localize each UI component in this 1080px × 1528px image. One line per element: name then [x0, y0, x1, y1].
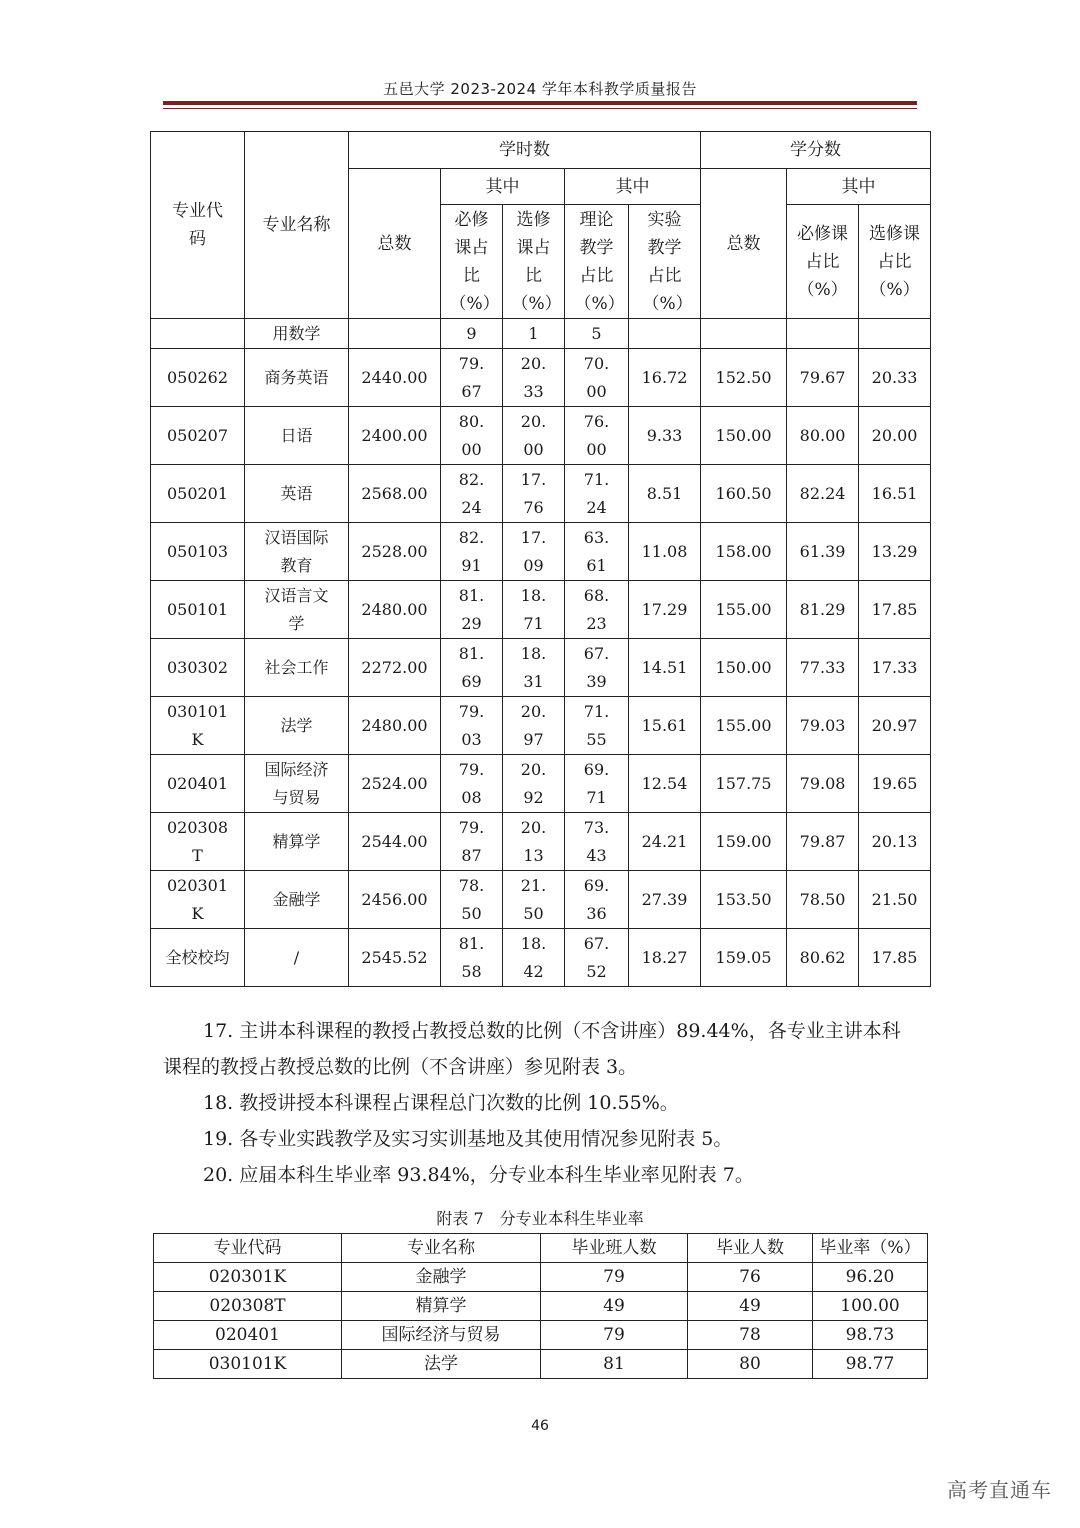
cell: 用数学 — [245, 319, 349, 349]
table-cell — [859, 465, 931, 523]
cell-value: 17.09 — [520, 527, 547, 575]
grad-table-cell: 020308T — [154, 1292, 342, 1321]
cell-value: 金融学 — [272, 889, 321, 909]
table-cell — [503, 929, 565, 987]
cell-value: 73.43 — [583, 817, 610, 865]
table-cell — [859, 871, 931, 929]
report-header-title: 五邑大学 2023-2024 学年本科教学质量报告 — [383, 80, 697, 98]
table-cell — [441, 349, 503, 407]
cell-value: 79.87 — [799, 831, 846, 851]
graduation-table-caption: 附表 7 分专业本科生毕业率 — [436, 1209, 644, 1228]
table-cell — [349, 697, 441, 755]
table-cell — [787, 523, 859, 581]
header-credits-total: 总数 — [701, 169, 787, 319]
cell-value: 050207 — [166, 425, 229, 445]
cell-value: 77.33 — [799, 657, 846, 677]
header-major-name: 专业名称 — [245, 132, 349, 319]
header-required-ratio: 必修课占比（%） — [441, 205, 503, 319]
grad-table-cell: 49 — [688, 1292, 813, 1321]
table-cell — [565, 523, 629, 581]
graduation-table-row — [154, 1263, 928, 1292]
cell-value: 157.75 — [715, 773, 772, 793]
grad-table-cell: 76 — [688, 1263, 813, 1292]
table-cell — [245, 639, 349, 697]
table-cell — [441, 813, 503, 871]
header-hours-of-which-b: 其中 — [565, 169, 701, 205]
table-cell — [441, 581, 503, 639]
grad-table-cell: 98.77 — [813, 1350, 928, 1379]
table-cell — [859, 813, 931, 871]
cell-value: 155.00 — [715, 715, 772, 735]
table-cell — [245, 929, 349, 987]
table-cell — [701, 465, 787, 523]
cell-value: 18.27 — [641, 947, 688, 967]
cell-value: 20.00 — [871, 425, 918, 445]
table-cell — [787, 871, 859, 929]
cell-value: 020301K — [166, 875, 229, 923]
grad-table-cell: 法学 — [342, 1350, 541, 1379]
table-cell — [151, 349, 245, 407]
cell-value: 030101K — [166, 701, 229, 749]
cell-value: 法学 — [280, 715, 313, 735]
table-cell — [441, 697, 503, 755]
cell-value: 78.50 — [799, 889, 846, 909]
cell-value: 21.50 — [871, 889, 918, 909]
table-cell — [701, 407, 787, 465]
cell-value: 69.36 — [583, 875, 610, 923]
table-cell — [349, 523, 441, 581]
table-cell — [441, 929, 503, 987]
table-cell — [629, 697, 701, 755]
cell-value: 14.51 — [641, 657, 688, 677]
cell-value: 030302 — [166, 657, 229, 677]
cell-value: 69.71 — [583, 759, 610, 807]
table-cell — [787, 755, 859, 813]
table-cell — [151, 639, 245, 697]
table-cell — [503, 465, 565, 523]
header-rule-thin — [163, 108, 917, 109]
cell-value: 20.33 — [520, 353, 547, 401]
table-cell — [503, 813, 565, 871]
cell-value: 78.50 — [458, 875, 485, 923]
cell-value: 81.69 — [458, 643, 485, 691]
grad-table-cell: 80 — [688, 1350, 813, 1379]
cell-value: 2568.00 — [361, 483, 428, 503]
graduation-table-row — [154, 1292, 928, 1321]
table-cell — [245, 349, 349, 407]
graduation-table-row — [154, 1350, 928, 1379]
cell-value: 71.24 — [583, 469, 610, 517]
cell — [787, 319, 859, 349]
cell-value: 11.08 — [641, 541, 688, 561]
grad-table-cell: 96.20 — [813, 1263, 928, 1292]
cell-value: 20.33 — [871, 367, 918, 387]
table-row — [151, 697, 931, 755]
table-cell — [245, 755, 349, 813]
cell-value: 79.87 — [458, 817, 485, 865]
header-major-code: 专业代码 — [151, 132, 245, 319]
cell-value: 80.62 — [799, 947, 846, 967]
cell-value: 13.29 — [871, 541, 918, 561]
table-cell — [859, 349, 931, 407]
table-cell — [151, 813, 245, 871]
table-cell — [701, 523, 787, 581]
header-hours-total: 总数 — [349, 169, 441, 319]
cell-value: 18.71 — [520, 585, 547, 633]
graduation-table-header-row — [154, 1234, 928, 1263]
cell-value: 020308T — [166, 817, 229, 865]
cell-value: 71.55 — [583, 701, 610, 749]
table-cell — [349, 813, 441, 871]
cell-value: 17.29 — [641, 599, 688, 619]
table-cell — [349, 871, 441, 929]
cell-value: 150.00 — [715, 425, 772, 445]
header-credits-required-ratio: 必修课占比（%） — [787, 205, 859, 319]
cell-value: 79.03 — [799, 715, 846, 735]
cell-value: 17.85 — [871, 947, 918, 967]
table-cell — [859, 929, 931, 987]
table-cell — [701, 871, 787, 929]
cell-value: 商务英语 — [264, 367, 329, 387]
table-cell — [629, 755, 701, 813]
table-cell — [859, 639, 931, 697]
table-row-partial — [151, 319, 931, 349]
table-cell — [859, 755, 931, 813]
table-cell — [787, 639, 859, 697]
cell-value: 79.67 — [458, 353, 485, 401]
table-row — [151, 929, 931, 987]
table-row — [151, 349, 931, 407]
grad-table-cell: 98.73 — [813, 1321, 928, 1350]
cell-value: 2400.00 — [361, 425, 428, 445]
cell-value: 68.23 — [583, 585, 610, 633]
table-cell — [701, 639, 787, 697]
cell-value: 76.00 — [583, 411, 610, 459]
cell-value: 80.00 — [799, 425, 846, 445]
cell-value: 050262 — [166, 367, 229, 387]
header-hours-of-which-a: 其中 — [441, 169, 565, 205]
table-cell — [565, 581, 629, 639]
cell-value: 18.42 — [520, 933, 547, 981]
cell-value: 61.39 — [799, 541, 846, 561]
cell-value: 国际经济与贸易 — [264, 759, 329, 807]
table-row — [151, 465, 931, 523]
cell-value: 2456.00 — [361, 889, 428, 909]
table-cell — [441, 755, 503, 813]
table-cell — [503, 581, 565, 639]
cell-value: 159.05 — [715, 947, 772, 967]
cell-value: 67.39 — [583, 643, 610, 691]
table-cell — [349, 639, 441, 697]
table-cell — [151, 581, 245, 639]
table-cell — [441, 407, 503, 465]
table-cell — [503, 871, 565, 929]
paragraph-17: 17. 主讲本科课程的教授占教授总数的比例（不含讲座）89.44%，各专业主讲本科课程的教授占教授总数的比例（不含讲座）参见附表 3。 — [163, 1020, 901, 1078]
grad-header-graduates: 毕业人数 — [688, 1234, 813, 1263]
cell-value: 18.31 — [520, 643, 547, 691]
cell-value: 155.00 — [715, 599, 772, 619]
cell-value: / — [293, 947, 300, 967]
table-cell — [245, 581, 349, 639]
table-cell — [349, 929, 441, 987]
graduation-rate-table — [153, 1233, 928, 1379]
header-rule-thick — [163, 101, 917, 105]
page-number: 46 — [531, 1418, 549, 1434]
table-cell — [565, 871, 629, 929]
table-cell — [441, 639, 503, 697]
table-row — [151, 523, 931, 581]
cell-value: 17.85 — [871, 599, 918, 619]
paragraph-18: 18. 教授讲授本科课程占课程总门次数的比例 10.55%。 — [203, 1092, 679, 1114]
cell — [349, 319, 441, 349]
grad-table-cell: 79 — [541, 1321, 688, 1350]
table-cell — [565, 755, 629, 813]
grad-table-cell: 030101K — [154, 1350, 342, 1379]
cell-value: 159.00 — [715, 831, 772, 851]
table-cell — [151, 871, 245, 929]
header-class-hours: 学时数 — [349, 132, 701, 169]
table-cell — [629, 407, 701, 465]
table-cell — [565, 929, 629, 987]
table-cell — [151, 697, 245, 755]
table-cell — [787, 697, 859, 755]
table-cell — [151, 465, 245, 523]
table-cell — [629, 465, 701, 523]
cell-value: 汉语国际教育 — [264, 527, 329, 575]
cell-value: 2545.52 — [361, 947, 428, 967]
table-cell — [245, 465, 349, 523]
cell-value: 英语 — [280, 483, 313, 503]
cell: 1 — [503, 319, 565, 349]
table-cell — [787, 465, 859, 523]
cell-value: 81.29 — [799, 599, 846, 619]
table-cell — [151, 407, 245, 465]
header-credits-of-which: 其中 — [787, 169, 931, 205]
cell-value: 24.21 — [641, 831, 688, 851]
cell — [701, 319, 787, 349]
table-cell — [245, 871, 349, 929]
cell-value: 15.61 — [641, 715, 688, 735]
table-cell — [629, 871, 701, 929]
table-cell — [701, 697, 787, 755]
table-cell — [787, 813, 859, 871]
cell-value: 79.08 — [458, 759, 485, 807]
table-cell — [503, 349, 565, 407]
table-row — [151, 639, 931, 697]
cell-value: 20.97 — [871, 715, 918, 735]
cell-value: 81.58 — [458, 933, 485, 981]
grad-table-cell: 49 — [541, 1292, 688, 1321]
header-elective-ratio: 选修课占比（%） — [503, 205, 565, 319]
table-cell — [349, 755, 441, 813]
cell-value: 150.00 — [715, 657, 772, 677]
table-cell — [787, 929, 859, 987]
cell-value: 21.50 — [520, 875, 547, 923]
table-cell — [859, 523, 931, 581]
table-cell — [349, 581, 441, 639]
cell-value: 9.33 — [646, 425, 683, 445]
table-cell — [787, 407, 859, 465]
cell-value: 20.00 — [520, 411, 547, 459]
graduation-table-row — [154, 1321, 928, 1350]
cell-value: 152.50 — [715, 367, 772, 387]
table-cell — [787, 581, 859, 639]
cell-value: 全校校均 — [165, 947, 230, 967]
cell-value: 2524.00 — [361, 773, 428, 793]
cell-value: 020401 — [166, 773, 229, 793]
cell-value: 81.29 — [458, 585, 485, 633]
grad-table-cell: 79 — [541, 1263, 688, 1292]
table-cell — [629, 523, 701, 581]
grad-table-cell: 81 — [541, 1350, 688, 1379]
table-cell — [629, 349, 701, 407]
curriculum-hours-table — [150, 131, 931, 987]
table-cell — [629, 581, 701, 639]
cell-value: 16.51 — [871, 483, 918, 503]
table-cell — [503, 697, 565, 755]
cell: 9 — [441, 319, 503, 349]
table-cell — [503, 755, 565, 813]
table-row — [151, 407, 931, 465]
table-row — [151, 813, 931, 871]
table-cell — [565, 813, 629, 871]
cell-value: 82.91 — [458, 527, 485, 575]
cell — [859, 319, 931, 349]
cell-value: 2272.00 — [361, 657, 428, 677]
table-cell — [629, 813, 701, 871]
table-cell — [151, 929, 245, 987]
grad-table-cell: 金融学 — [342, 1263, 541, 1292]
cell-value: 社会工作 — [264, 657, 329, 677]
cell: 5 — [565, 319, 629, 349]
cell-value: 17.33 — [871, 657, 918, 677]
cell-value: 050201 — [166, 483, 229, 503]
table-cell — [565, 407, 629, 465]
table-cell — [629, 639, 701, 697]
cell-value: 2528.00 — [361, 541, 428, 561]
table-cell — [787, 349, 859, 407]
grad-header-class-size: 毕业班人数 — [541, 1234, 688, 1263]
cell-value: 17.76 — [520, 469, 547, 517]
table-cell — [629, 929, 701, 987]
table-row — [151, 581, 931, 639]
table-cell — [151, 523, 245, 581]
table-cell — [349, 465, 441, 523]
cell-value: 79.03 — [458, 701, 485, 749]
cell-value: 2480.00 — [361, 715, 428, 735]
cell-value: 2544.00 — [361, 831, 428, 851]
cell-value: 汉语言文学 — [264, 585, 329, 633]
cell-value: 2480.00 — [361, 599, 428, 619]
cell-value: 153.50 — [715, 889, 772, 909]
grad-header-rate: 毕业率（%） — [813, 1234, 928, 1263]
paragraph-20: 20. 应届本科生毕业率 93.84%，分专业本科生毕业率见附表 7。 — [203, 1164, 754, 1186]
cell-value: 158.00 — [715, 541, 772, 561]
table-cell — [245, 813, 349, 871]
header-credits: 学分数 — [701, 132, 931, 169]
table-cell — [701, 581, 787, 639]
table-cell — [503, 407, 565, 465]
cell-value: 67.52 — [583, 933, 610, 981]
cell-value: 20.13 — [520, 817, 547, 865]
header-credits-elective-ratio: 选修课占比（%） — [859, 205, 931, 319]
table-cell — [441, 871, 503, 929]
grad-header-name: 专业名称 — [342, 1234, 541, 1263]
table-cell — [503, 639, 565, 697]
grad-table-cell: 78 — [688, 1321, 813, 1350]
cell-value: 63.61 — [583, 527, 610, 575]
cell-value: 12.54 — [641, 773, 688, 793]
table-cell — [859, 697, 931, 755]
grad-table-cell: 020401 — [154, 1321, 342, 1350]
cell-value: 79.67 — [799, 367, 846, 387]
table-cell — [349, 349, 441, 407]
cell-value: 16.72 — [641, 367, 688, 387]
table-cell — [565, 465, 629, 523]
cell-value: 27.39 — [641, 889, 688, 909]
cell-value: 050103 — [166, 541, 229, 561]
table-cell — [503, 523, 565, 581]
cell-value: 19.65 — [871, 773, 918, 793]
table-cell — [701, 929, 787, 987]
table-cell — [859, 407, 931, 465]
table-cell — [565, 349, 629, 407]
cell-value: 80.00 — [458, 411, 485, 459]
cell-value: 050101 — [166, 599, 229, 619]
cell — [629, 319, 701, 349]
cell-value: 82.24 — [799, 483, 846, 503]
cell-value: 8.51 — [646, 483, 683, 503]
table-cell — [441, 465, 503, 523]
table-cell — [565, 639, 629, 697]
table-cell — [151, 755, 245, 813]
table-row — [151, 871, 931, 929]
header-experiment-ratio: 实验教学占比（%） — [629, 205, 701, 319]
cell-value: 20.92 — [520, 759, 547, 807]
cell-value: 20.97 — [520, 701, 547, 749]
grad-table-cell: 国际经济与贸易 — [342, 1321, 541, 1350]
grad-table-cell: 020301K — [154, 1263, 342, 1292]
table-cell — [245, 523, 349, 581]
cell-value: 20.13 — [871, 831, 918, 851]
header-theory-ratio: 理论教学占比（%） — [565, 205, 629, 319]
cell-value: 70.00 — [583, 353, 610, 401]
table-cell — [245, 407, 349, 465]
grad-header-code: 专业代码 — [154, 1234, 342, 1263]
table-cell — [349, 407, 441, 465]
cell-value: 82.24 — [458, 469, 485, 517]
table-cell — [441, 523, 503, 581]
table-cell — [859, 581, 931, 639]
watermark-text: 高考直通车 — [947, 1478, 1052, 1502]
cell-value: 160.50 — [715, 483, 772, 503]
cell — [151, 319, 245, 349]
grad-table-cell: 精算学 — [342, 1292, 541, 1321]
cell-value: 精算学 — [272, 831, 321, 851]
table-cell — [701, 349, 787, 407]
cell-value: 2440.00 — [361, 367, 428, 387]
paragraph-19: 19. 各专业实践教学及实习实训基地及其使用情况参见附表 5。 — [203, 1128, 733, 1150]
table-cell — [701, 755, 787, 813]
table-row — [151, 755, 931, 813]
table-cell — [701, 813, 787, 871]
cell-value: 日语 — [280, 425, 313, 445]
table-cell — [565, 697, 629, 755]
table-cell — [245, 697, 349, 755]
grad-table-cell: 100.00 — [813, 1292, 928, 1321]
cell-value: 79.08 — [799, 773, 846, 793]
